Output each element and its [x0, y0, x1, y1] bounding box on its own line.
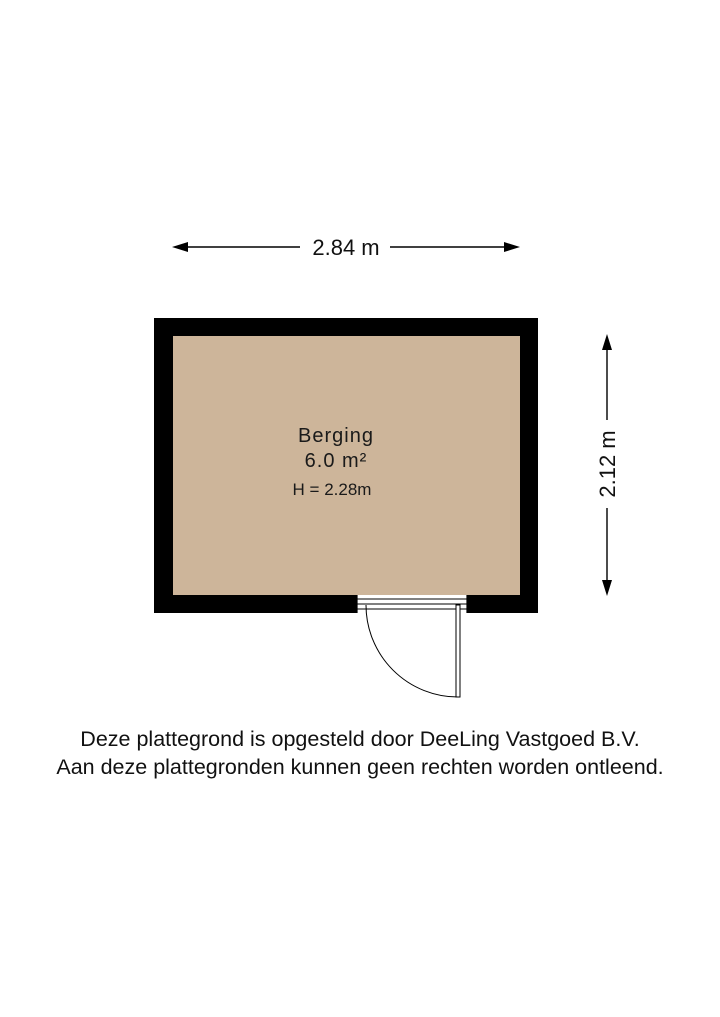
width-arrow-left-icon	[172, 242, 188, 252]
door	[357, 595, 467, 697]
room-height: H = 2.28m	[292, 480, 372, 499]
room-name: Berging	[298, 425, 374, 447]
depth-dimension	[595, 334, 620, 596]
door-swing-arc	[366, 605, 458, 697]
width-dimension	[172, 235, 520, 260]
room-area: 6.0 m²	[304, 450, 368, 472]
width-arrow-right-icon	[504, 242, 520, 252]
disclaimer-line-1: Deze plattegrond is opgesteld door DeeLing Vastgoed B.V.	[80, 727, 640, 751]
depth-dimension-label: 2.12 m	[595, 430, 620, 498]
depth-arrow-top-icon	[602, 334, 612, 350]
width-dimension-label: 2.84 m	[312, 235, 380, 260]
disclaimer-line-2: Aan deze plattegronden kunnen geen rechten worden ontleend.	[56, 755, 664, 779]
door-leaf	[456, 605, 460, 697]
depth-arrow-bottom-icon	[602, 580, 612, 596]
